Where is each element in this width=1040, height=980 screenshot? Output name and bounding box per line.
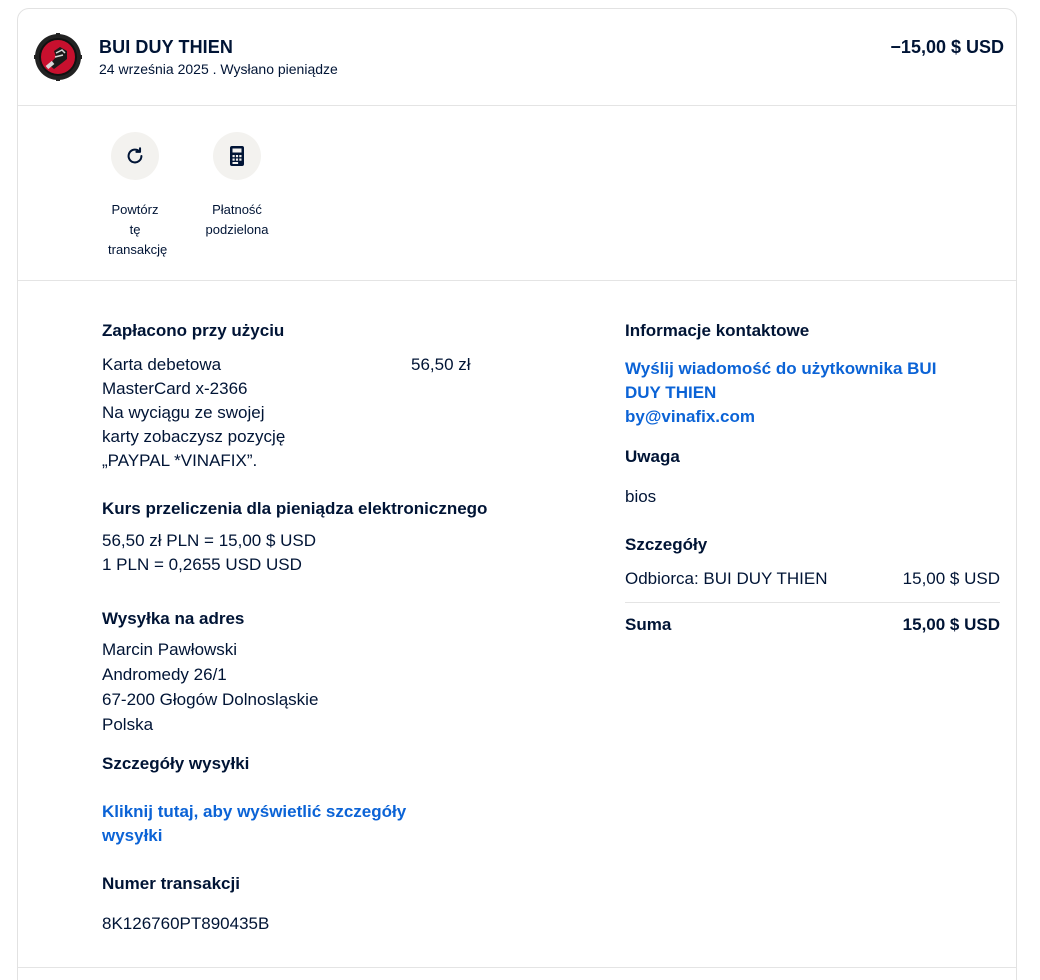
conversion-rate bbox=[102, 529, 316, 577]
mechanic-fist-logo-icon bbox=[34, 33, 82, 81]
shipping-name: Marcin Pawłowski bbox=[102, 640, 238, 659]
transaction-amount: −15,00 $ USD bbox=[890, 37, 1004, 57]
total-label: Suma bbox=[625, 615, 672, 634]
total-row bbox=[625, 613, 1000, 643]
recipient-amount: 15,00 $ USD bbox=[902, 569, 1000, 588]
contact-heading: Informacje kontaktowe bbox=[625, 321, 810, 340]
shipping-details-link[interactable] bbox=[102, 800, 406, 848]
statement-note-line: Na wyciągu ze swojej bbox=[102, 403, 265, 422]
shipping-address-heading: Wysyłka na adres bbox=[102, 609, 245, 628]
split-payment-label: Płatność podzielona bbox=[205, 202, 269, 237]
shipping-country: Polska bbox=[102, 715, 154, 734]
repeat-icon bbox=[111, 132, 159, 180]
send-message-link-text: DUY THIEN bbox=[625, 383, 717, 402]
transaction-subtitle bbox=[99, 61, 338, 77]
conversion-line: 56,50 zł PLN = 15,00 $ USD bbox=[102, 531, 317, 550]
transaction-id: 8K126760PT890435B bbox=[102, 914, 270, 933]
send-message-link-text: Wyślij wiadomość do użytkownika BUI bbox=[625, 359, 937, 378]
transaction-date: 24 września 2025 bbox=[99, 61, 209, 77]
shipping-city: 67-200 Głogów Dolnosląskie bbox=[102, 690, 319, 709]
recipient-row bbox=[625, 565, 1000, 603]
shipping-address bbox=[102, 637, 318, 737]
recipient-label: Odbiorca: BUI DUY THIEN bbox=[625, 569, 828, 588]
note-text: bios bbox=[625, 487, 657, 506]
shipping-details-link-text: wysyłki bbox=[102, 826, 163, 845]
transaction-status: Wysłano pieniądze bbox=[220, 61, 338, 77]
conversion-line: 1 PLN = 0,2655 USD USD bbox=[102, 555, 302, 574]
shipping-details-heading: Szczegóły wysyłki bbox=[102, 754, 250, 773]
note-heading: Uwaga bbox=[625, 447, 680, 466]
details-divider bbox=[625, 602, 1000, 603]
subtitle-separator: . bbox=[208, 61, 221, 77]
shipping-details-link-text: Kliknij tutaj, aby wyświetlić szczegóły bbox=[102, 802, 407, 821]
actions-bar bbox=[18, 106, 1016, 281]
conversion-heading: Kurs przeliczenia dla pieniądza elektronicznego bbox=[102, 499, 488, 518]
paid-with-heading: Zapłacono przy użyciu bbox=[102, 321, 285, 340]
payment-method-type: Karta debetowa bbox=[102, 355, 222, 374]
split-payment-button[interactable] bbox=[192, 132, 282, 240]
merchant-name: BUI DUY THIEN bbox=[99, 37, 233, 57]
shipping-street: Andromedy 26/1 bbox=[102, 665, 227, 684]
details-heading: Szczegóły bbox=[625, 535, 708, 554]
send-message-link[interactable] bbox=[625, 357, 936, 405]
statement-note-line: „PAYPAL *VINAFIX”. bbox=[102, 451, 258, 470]
payment-method-card: MasterCard x-2366 bbox=[102, 379, 248, 398]
contact-email-link[interactable]: by@vinafix.com bbox=[625, 407, 755, 426]
split-payment-icon bbox=[213, 132, 261, 180]
statement-note-line: karty zobaczysz pozycję bbox=[102, 427, 286, 446]
payment-method bbox=[102, 353, 342, 473]
paid-amount: 56,50 zł bbox=[411, 355, 471, 374]
repeat-transaction-label: Powtórz tę transakcję bbox=[108, 202, 168, 257]
transaction-details-card bbox=[17, 8, 1017, 980]
repeat-transaction-button[interactable] bbox=[90, 132, 180, 260]
total-amount: 15,00 $ USD bbox=[902, 615, 1000, 634]
transaction-header bbox=[18, 9, 1016, 106]
transaction-id-heading: Numer transakcji bbox=[102, 874, 240, 893]
bottom-divider bbox=[18, 967, 1016, 968]
